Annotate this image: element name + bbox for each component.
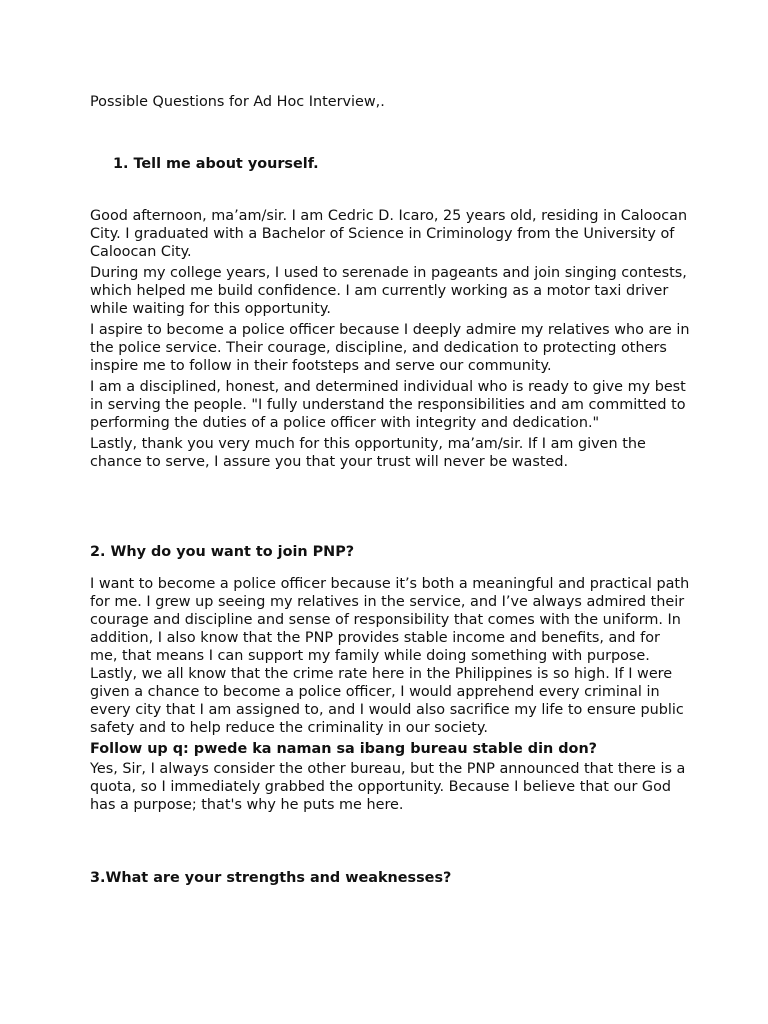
answer-1-paragraph-5: Lastly, thank you very much for this opportunity, ma’am/sir. If I am given the chance to serve, I assure you that your trust will never be wasted. (90, 436, 646, 470)
answer-1-paragraph-4: I am a disciplined, honest, and determined individual who is ready to give my best in serving the people. "I fully understand the responsibilities and am committed to performing the duties of a police officer with integrity and dedication." (90, 379, 686, 431)
answer-2-paragraph: I want to become a police officer because it’s both a meaningful and practical path for me. I grew up seeing my relatives in the service, and I’ve always admired their courage and discipline and sense of responsibility that comes with the uniform. In addition, I also know that the PNP provides stable income and benefits, and for me, that means I can support my family while doing something with purpose. Lastly, we all know that the crime rate here in the Philippines is so high. If I were given a chance to become a police officer, I would apprehend every criminal in every city that I am assigned to, and I would also sacrifice my life to ensure public safety and to help reduce the criminality in our society. (90, 576, 690, 736)
answer-1-paragraph-3: I aspire to become a police officer because I deeply admire my relatives who are in the police service. Their courage, discipline, and dedication to protecting others inspire me to follow in their footsteps and serve our community. (90, 322, 690, 374)
answer-1-paragraph-2: During my college years, I used to serenade in pageants and join singing contests, which helped me build confidence. I am currently working as a motor taxi driver while waiting for this opportunity. (90, 265, 687, 317)
question-1-answer (90, 207, 690, 474)
followup-question: Follow up q: pwede ka naman sa ibang bureau stable din don? (90, 741, 598, 757)
question-2-heading: 2. Why do you want to join PNP? (90, 544, 355, 560)
question-2-answer-block (90, 575, 690, 817)
answer-1-paragraph-1: Good afternoon, ma’am/sir. I am Cedric D. Icaro, 25 years old, residing in Caloocan City. I graduated with a Bachelor of Science in Criminology from the University of Caloocan City. (90, 208, 688, 260)
followup-answer: Yes, Sir, I always consider the other bureau, but the PNP announced that there is a quota, so I immediately grabbed the opportunity. Because I believe that our God has a purpose; that's why he puts me here. (90, 761, 686, 813)
document-title: Possible Questions for Ad Hoc Interview,. (90, 94, 385, 110)
question-3-heading: 3.What are your strengths and weaknesses? (90, 870, 452, 886)
question-1-heading: 1. Tell me about yourself. (113, 156, 319, 172)
